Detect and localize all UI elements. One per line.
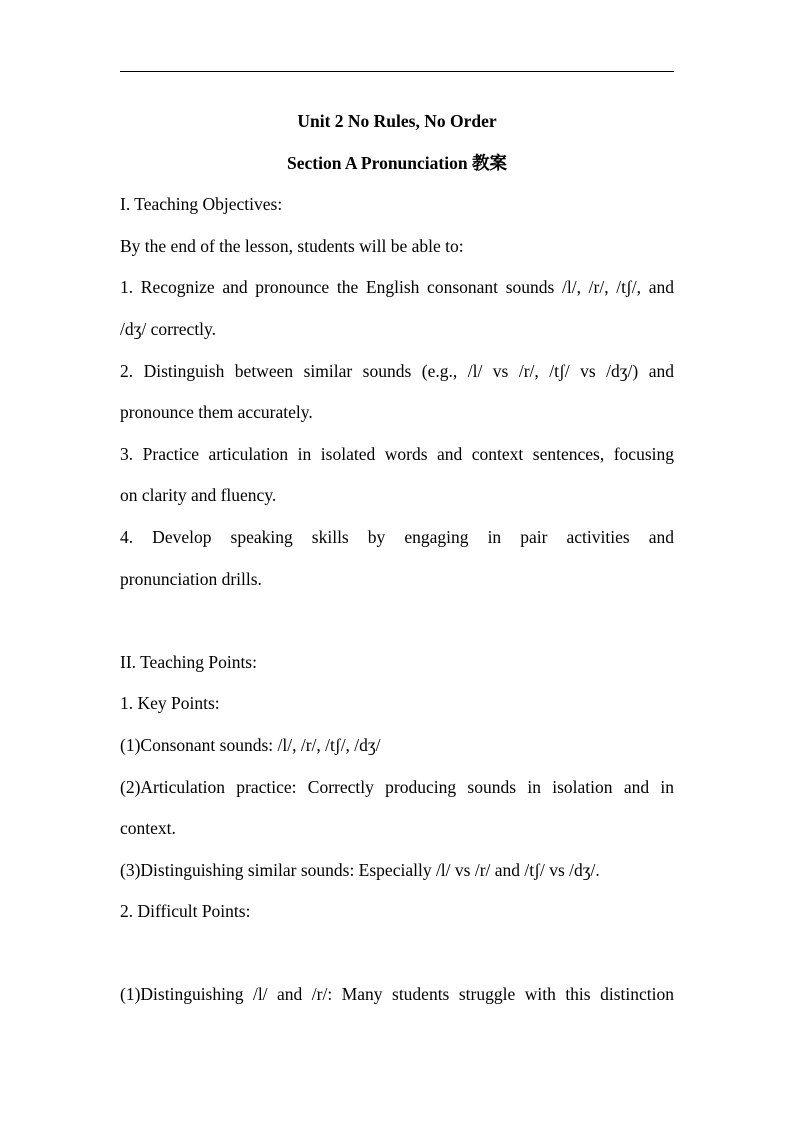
objective-item-1-line-2: /dʒ/ correctly. [120, 318, 217, 339]
difficult-points-heading: 2. Difficult Points: [120, 901, 251, 922]
key-point-2-line-2: context. [120, 818, 176, 839]
key-point-3: (3)Distinguishing similar sounds: Especially /l/ vs /r/ and /tʃ/ vs /dʒ/. [120, 859, 600, 880]
header-rule [120, 71, 674, 72]
key-point-2-line-1: (2)Articulation practice: Correctly producing sounds in isolation and in [120, 776, 674, 797]
objectives-heading: I. Teaching Objectives: [120, 194, 283, 215]
paragraph-spacer [120, 933, 674, 975]
document-body [120, 101, 674, 1016]
objective-item-4-line-1: 4. Develop speaking skills by engaging in pair activities and [120, 526, 674, 547]
document-title: Unit 2 No Rules, No Order [297, 111, 497, 131]
objective-item-2-line-1: 2. Distinguish between similar sounds (e.g., /l/ vs /r/, /tʃ/ vs /dʒ/) and [120, 360, 674, 381]
objective-item-2-line-2: pronounce them accurately. [120, 402, 313, 423]
objective-item-3-line-2: on clarity and fluency. [120, 485, 277, 506]
paragraph-spacer [120, 600, 674, 642]
objective-item-4-line-2: pronunciation drills. [120, 568, 262, 589]
key-point-1: (1)Consonant sounds: /l/, /r/, /tʃ/, /dʒ/ [120, 734, 381, 755]
objectives-intro: By the end of the lesson, students will be able to: [120, 235, 464, 256]
objective-item-1-line-1: 1. Recognize and pronounce the English consonant sounds /l/, /r/, /tʃ/, and [120, 277, 674, 298]
document-subtitle: Section A Pronunciation 教案 [287, 152, 507, 173]
objective-item-3-line-1: 3. Practice articulation in isolated words and context sentences, focusing [120, 443, 674, 464]
difficult-point-1-line-1: (1)Distinguishing /l/ and /r/: Many students struggle with this distinction [120, 984, 674, 1005]
teaching-points-heading: II. Teaching Points: [120, 651, 257, 672]
key-points-heading: 1. Key Points: [120, 693, 220, 714]
